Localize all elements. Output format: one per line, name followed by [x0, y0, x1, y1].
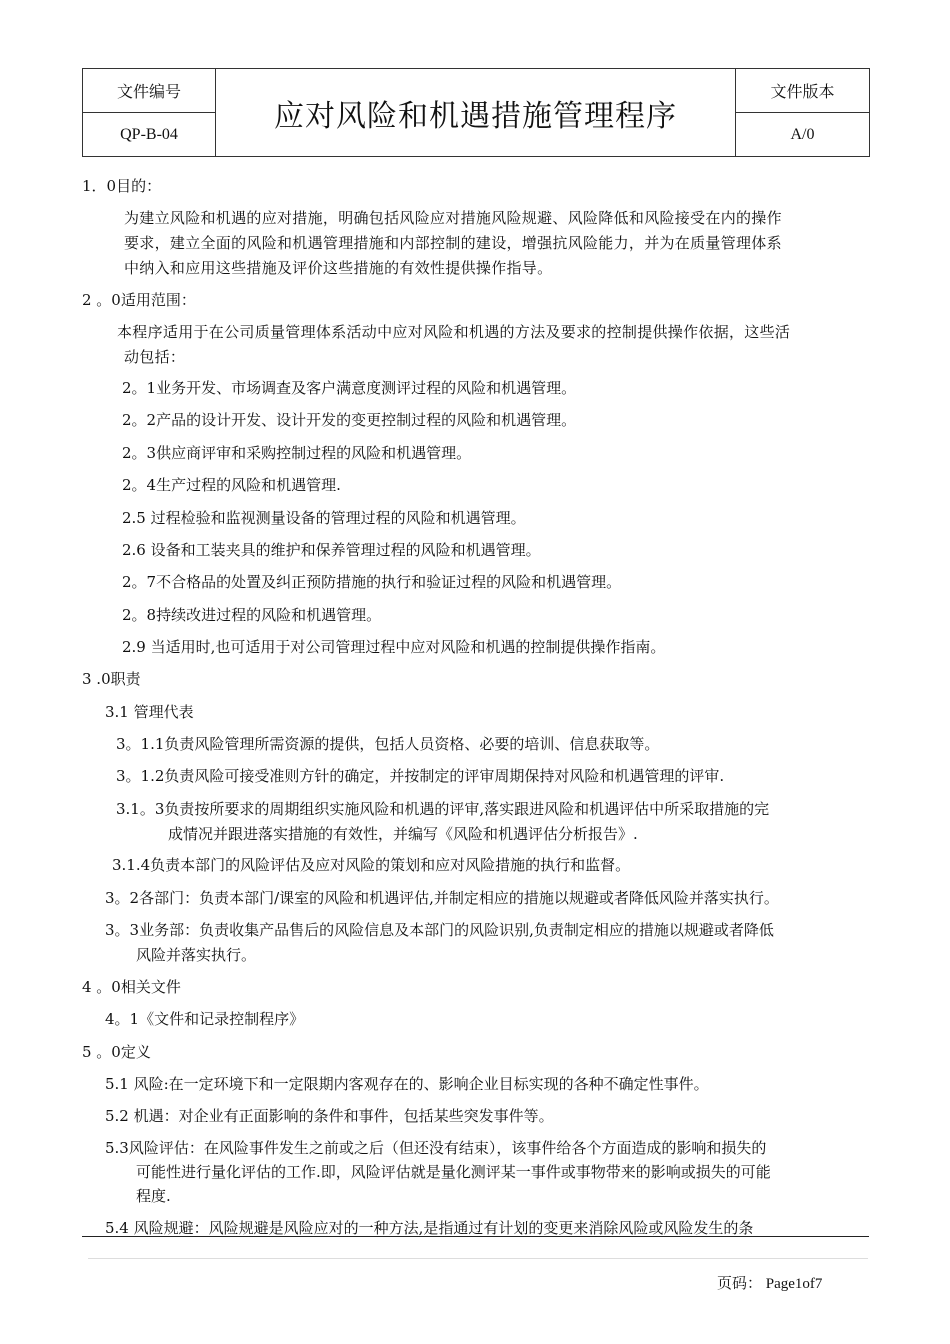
section-3-3-line-1: 3。3业务部：负责收集产品售后的风险信息及本部门的风险识别,负责制定相应的措施以规避或者降低: [105, 921, 774, 939]
section-4-1: 4。1《文件和记录控制程序》: [105, 1010, 305, 1028]
section-3-3-line-2: 风险并落实执行。: [136, 946, 257, 964]
content-bottom-rule: [82, 1236, 869, 1237]
section-2-item-4: 2。4生产过程的风险和机遇管理.: [122, 476, 341, 494]
section-1-line-1: 为建立风险和机遇的应对措施，明确包括风险应对措施风险规避、风险降低和风险接受在内的操作: [124, 209, 782, 227]
section-3-1-4: 3.1.4负责本部门的风险评估及应对风险的策划和应对风险措施的执行和监督。: [112, 856, 631, 874]
document-title: 应对风险和机遇措施管理程序: [216, 69, 736, 157]
section-2-item-3: 2。3供应商评审和采购控制过程的风险和机遇管理。: [122, 444, 472, 462]
section-5-3-line-2: 可能性进行量化评估的工作.即，风险评估就是量化测评某一事件或事物带来的影响或损失的可能: [136, 1163, 771, 1181]
section-3-heading: 3 .0职责: [82, 670, 141, 688]
section-5-2: 5.2 机遇：对企业有正面影响的条件和事件，包括某些突发事件等。: [105, 1107, 554, 1125]
doc-number-value: QP-B-04: [83, 113, 216, 157]
section-5-3-line-3: 程度.: [136, 1187, 171, 1205]
doc-version-label: 文件版本: [736, 69, 870, 113]
section-2-item-8: 2。8持续改进过程的风险和机遇管理。: [122, 606, 382, 624]
section-2-intro-line-1: 本程序适用于在公司质量管理体系活动中应对风险和机遇的方法及要求的控制提供操作依据，这些活: [117, 323, 791, 341]
section-1-line-2: 要求，建立全面的风险和机遇管理措施和内部控制的建设，增强抗风险能力，并为在质量管理体系: [124, 234, 782, 252]
section-5-3-line-1: 5.3风险评估：在风险事件发生之前或之后（但还没有结束），该事件给各个方面造成的影响和损失的: [105, 1139, 767, 1157]
section-2-item-5: 2.5 过程检验和监视测量设备的管理过程的风险和机遇管理。: [122, 509, 526, 527]
doc-number-label: 文件编号: [83, 69, 216, 113]
section-3-1-2: 3。1.2负责风险可接受准则方针的确定，并按制定的评审周期保持对风险和机遇管理的评审.: [116, 767, 725, 785]
document-header-table: [82, 68, 870, 157]
section-2-heading: 2 。0适用范围：: [82, 291, 196, 309]
doc-version-value: A/0: [736, 113, 870, 157]
section-5-heading: 5 。0定义: [82, 1043, 151, 1061]
section-2-item-6: 2.6 设备和工装夹具的维护和保养管理过程的风险和机遇管理。: [122, 541, 541, 559]
section-2-item-1: 2。1业务开发、市场调查及客户满意度测评过程的风险和机遇管理。: [122, 379, 577, 397]
section-3-1-1: 3。1.1负责风险管理所需资源的提供，包括人员资格、必要的培训、信息获取等。: [116, 735, 660, 753]
section-1-line-3: 中纳入和应用这些措施及评价这些措施的有效性提供操作指导。: [124, 259, 553, 277]
page-number: 页码： Page1of7: [717, 1276, 823, 1292]
section-3-1-3-line-2: 成情况并跟进落实措施的有效性，并编写《风险和机遇评估分析报告》.: [168, 825, 638, 843]
section-3-1-3-line-1: 3.1。3负责按所要求的周期组织实施风险和机遇的评审,落实跟进风险和机遇评估中所采取措施的完: [116, 800, 770, 818]
section-4-heading: 4 。0相关文件: [82, 978, 181, 996]
section-3-1: 3.1 管理代表: [105, 703, 194, 721]
section-2-intro-line-2: 动包括：: [124, 348, 186, 366]
section-2-item-2: 2。2产品的设计开发、设计开发的变更控制过程的风险和机遇管理。: [122, 411, 577, 429]
section-5-1: 5.1 风险:在一定环境下和一定限期内客观存在的、影响企业目标实现的各种不确定性事件。: [105, 1075, 709, 1093]
footer-divider: [88, 1258, 868, 1259]
section-3-2: 3。2各部门：负责本部门/课室的风险和机遇评估,并制定相应的措施以规避或者降低风险并落实执行。: [105, 889, 779, 907]
section-2-item-9: 2.9 当适用时,也可适用于对公司管理过程中应对风险和机遇的控制提供操作指南。: [122, 638, 666, 656]
section-2-item-7: 2。7不合格品的处置及纠正预防措施的执行和验证过程的风险和机遇管理。: [122, 573, 622, 591]
section-1-heading: 1．0目的：: [82, 177, 162, 195]
section-5-4: 5.4 风险规避：风险规避是风险应对的一种方法,是指通过有计划的变更来消除风险或风险发生的条: [105, 1219, 754, 1237]
